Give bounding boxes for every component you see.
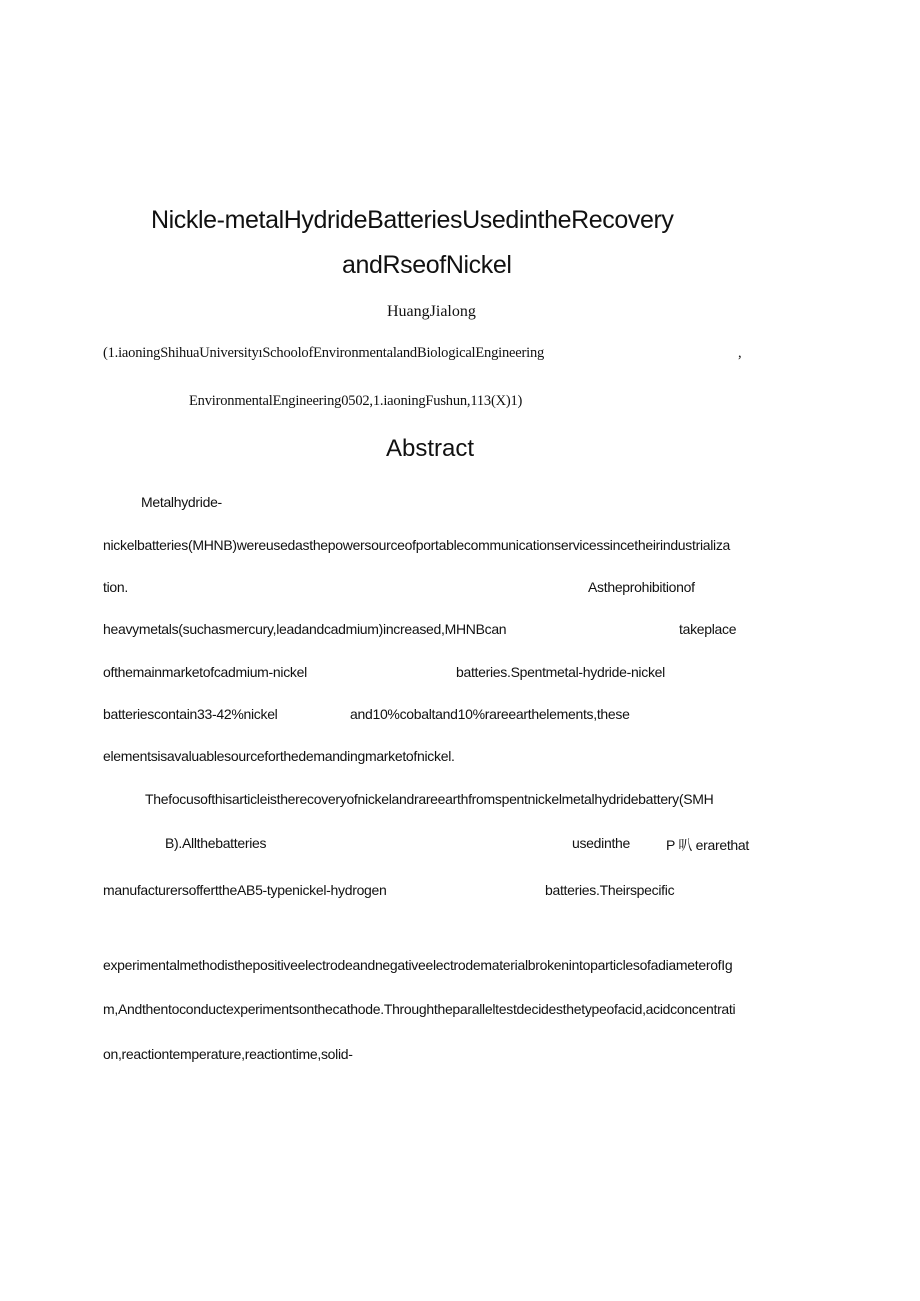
abstract-p1-line-3b: Astheprohibitionof	[588, 579, 695, 595]
abstract-p2-line-2c: P 叭 erarethat	[666, 837, 749, 853]
abstract-p2-line-1: Thefocusofthisarticleistherecoveryofnickelandrareearthfromspentnickelmetalhydridebattery(SMH	[145, 791, 714, 807]
abstract-p2-line-5: m,Andthentoconductexperimentsonthecathode.Throughtheparalleltestdecidesthetypeofacid,acidconcentrati	[103, 1001, 736, 1017]
abstract-p2-line-3a: manufacturersofferttheAB5-typenickel-hydrogen	[103, 882, 387, 898]
abstract-p2-line-6: on,reactiontemperature,reactiontime,solid-	[103, 1046, 353, 1062]
abstract-p1-line-3a: tion.	[103, 579, 128, 595]
abstract-p2-line-3b: batteries.Theirspecific	[545, 882, 675, 898]
abstract-p2-line-4: experimentalmethodisthepositiveelectrodeandnegativeelectrodematerialbrokenintoparticlesofadiameterofIg	[103, 957, 733, 973]
title-line-1: Nickle-metalHydrideBatteriesUsedintheRecovery	[151, 206, 674, 234]
abstract-p1-line-5a: ofthemainmarketofcadmium-nickel	[103, 664, 307, 680]
abstract-p1-line-6a: batteriescontain33-42%nickel	[103, 706, 278, 722]
abstract-p1-line-1: Metalhydride-	[141, 494, 222, 510]
abstract-p2-line-2a: B).Allthebatteries	[165, 835, 267, 851]
affiliation-line-1: (1.iaoningShihuaUniversityıSchoolofEnvironmentalandBiologicalEngineering	[103, 345, 545, 361]
abstract-p1-line-4b: takeplace	[679, 621, 737, 637]
author-name: HuangJialong	[387, 303, 476, 320]
abstract-p1-line-7: elementsisavaluablesourceforthedemandingmarketofnickel.	[103, 748, 455, 764]
abstract-p1-line-6b: and10%cobaltand10%rareearthelements,these	[350, 706, 630, 722]
abstract-p1-line-5b: batteries.Spentmetal-hydride-nickel	[456, 664, 665, 680]
affiliation-comma: ,	[738, 345, 742, 361]
affiliation-line-2: EnvironmentalEngineering0502,1.iaoningFushun,113(X)1)	[189, 393, 523, 409]
title-line-2: andRseofNickel	[342, 251, 512, 279]
abstract-p2-line-2b: usedinthe	[572, 835, 631, 851]
abstract-p1-line-2: nickelbatteries(MHNB)wereusedasthepowersourceofportablecommunicationservicessincetheirindustrializa	[103, 537, 731, 553]
abstract-heading: Abstract	[386, 435, 475, 462]
abstract-p1-line-4a: heavymetals(suchasmercury,leadandcadmium)increased,MHNBcan	[103, 621, 507, 637]
